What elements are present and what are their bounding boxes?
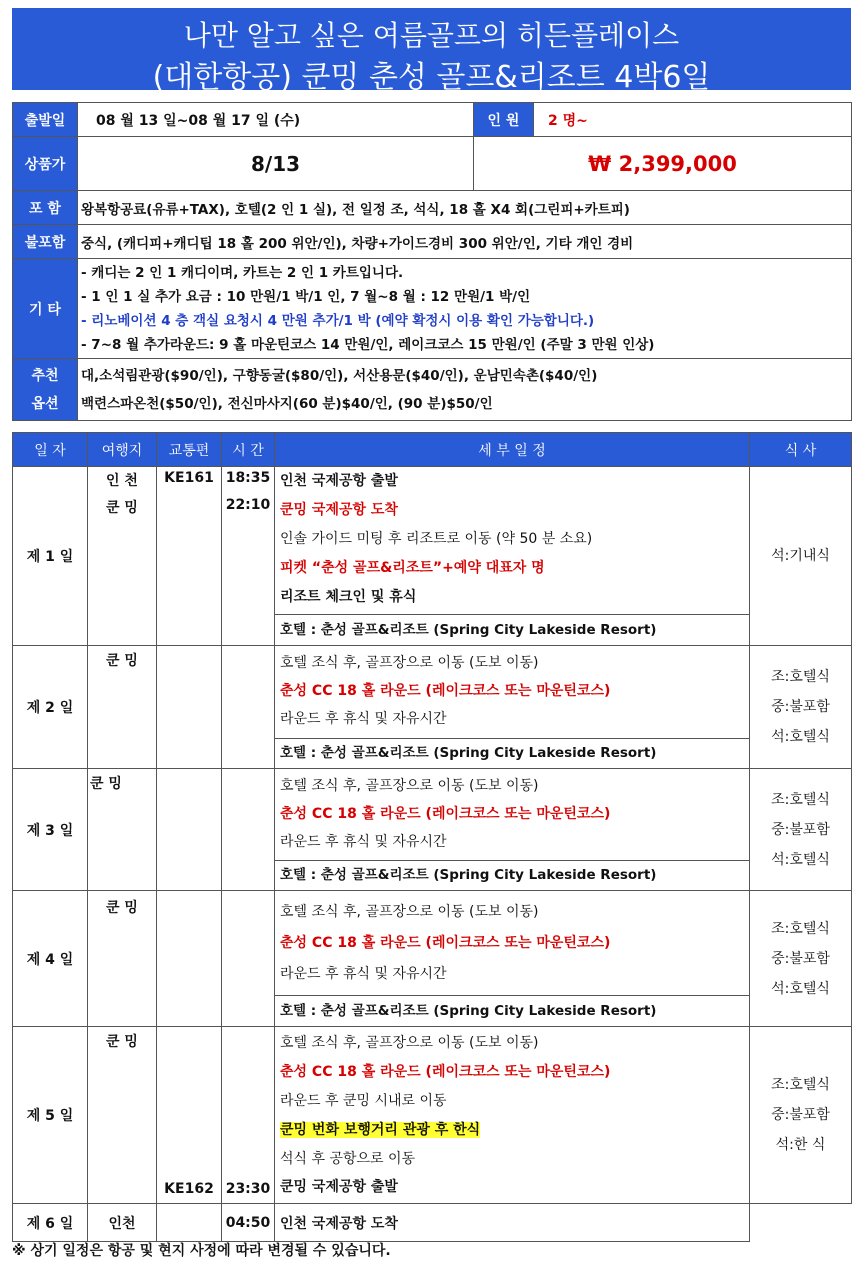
day-row [13,769,852,891]
etc-line: - 1 인 1 실 추가 요금 : 10 만원/1 박/1 인, 7 월~8 월 : 12 만원/1 박/인 [81,288,531,305]
time: 18:35 [225,470,271,486]
day-row [13,646,852,769]
etc-line: - 캐디는 2 인 1 캐디이며, 카트는 2 인 1 카트입니다. [81,264,404,281]
time: 04:50 [222,1204,275,1242]
detail-line: 라운드 후 휴식 및 자유시간 [280,711,447,727]
include-value: 왕복항공료(유류+TAX), 호텔(2 인 1 실), 전 일정 조, 석식, 18 홀 X4 회(그린피+카트피) [78,191,852,225]
people-value: 2 명~ [534,103,852,137]
departure-label: 출발일 [13,103,78,137]
header-day: 일 자 [13,433,88,467]
header-place: 여행지 [88,433,157,467]
detail-line: 호텔 조식 후, 골프장으로 이동 (도보 이동) [280,655,539,671]
place: 쿤 밍 [106,653,138,669]
detail-line: 호텔 조식 후, 골프장으로 이동 (도보 이동) [280,904,539,920]
meal-cell: 조:호텔식 중:불포함 석:한 식 [750,1027,852,1204]
detail-line: 춘성 CC 18 홀 라운드 (레이크코스 또는 마운틴코스) [280,806,611,822]
info-table [12,102,852,421]
place: 인천 [88,1204,157,1242]
etc-label: 기 타 [13,259,78,359]
detail-line: 호텔 조식 후, 골프장으로 이동 (도보 이동) [280,778,539,794]
detail-cell [275,891,750,1027]
detail-cell [275,646,750,769]
place: 인 천 [106,473,138,489]
day-label: 제 1 일 [13,467,88,646]
price-label: 상품가 [13,137,78,191]
meal-cell: 조:호텔식 중:불포함 석:호텔식 [750,769,852,891]
day-row [13,467,852,646]
day-row [13,891,852,1027]
header-transport: 교통편 [157,433,222,467]
detail-cell [275,1027,750,1204]
hotel-line: 호텔 : 춘성 골프&리조트 (Spring City Lakeside Resort) [275,995,749,1026]
header-detail: 세 부 일 정 [275,433,750,467]
detail-line: 인솔 가이드 미팅 후 리조트로 이동 (약 50 분 소요) [280,531,593,547]
day-label: 제 4 일 [13,891,88,1027]
title-line1: 나만 알고 싶은 여름골프의 히든플레이스 [183,19,680,52]
detail-line: 춘성 CC 18 홀 라운드 (레이크코스 또는 마운틴코스) [280,1064,611,1080]
highlight-line: 쿤밍 번화 보행거리 관광 후 한식 [280,1122,481,1138]
detail-line: 석식 후 공항으로 이동 [280,1151,416,1167]
detail-line: 라운드 후 휴식 및 자유시간 [280,834,447,850]
time: 23:30 [222,1027,275,1204]
place: 쿤 밍 [90,776,122,792]
option-line: 대,소석림관광($90/인), 구향동굴($80/인), 서산용문($40/인), 운남민속촌($40/인) [81,367,598,384]
detail-line: 춘성 CC 18 홀 라운드 (레이크코스 또는 마운틴코스) [280,935,611,951]
detail-line: 쿤밍 국제공항 출발 [280,1179,398,1195]
option-line: 백련스파온천($50/인), 전신마사지(60 분)$40/인, (90 분)$50/인 [81,395,493,412]
time: 22:10 [225,497,271,513]
people-label: 인 원 [474,103,534,137]
day-label: 제 3 일 [13,769,88,891]
detail-cell [275,769,750,891]
place: 쿤 밍 [106,1034,138,1050]
price-value: ₩ 2,399,000 [474,137,852,191]
detail-line: 리조트 체크인 및 휴식 [280,589,417,605]
price-date: 8/13 [78,137,474,191]
detail-line: 쿤밍 국제공항 도착 [280,502,398,518]
title-banner [12,8,851,95]
include-label: 포 함 [13,191,78,225]
hotel-line: 호텔 : 춘성 골프&리조트 (Spring City Lakeside Resort) [275,860,749,890]
detail-cell [275,467,750,646]
day-row [13,1027,852,1204]
option-list [78,359,852,421]
exclude-label: 불포함 [13,225,78,259]
exclude-value: 중식, (캐디피+캐디팁 18 홀 200 위안/인), 차량+가이드경비 300 위안/인, 기타 개인 경비 [78,225,852,259]
header-time: 시 간 [222,433,275,467]
day-label: 제 5 일 [13,1027,88,1204]
detail-line: 호텔 조식 후, 골프장으로 이동 (도보 이동) [280,1035,539,1051]
day-row [13,1204,852,1242]
hotel-line: 호텔 : 춘성 골프&리조트 (Spring City Lakeside Resort) [275,738,749,768]
detail-line: 라운드 후 휴식 및 자유시간 [280,966,447,982]
meal-cell: 조:호텔식 중:불포함 석:호텔식 [750,646,852,769]
day-label: 제 2 일 [13,646,88,769]
detail-line: 피켓 “춘성 골프&리조트”+예약 대표자 명 [280,560,545,576]
option-label: 추천 옵션 [13,359,78,421]
meal-cell: 석:기내식 [750,467,852,646]
day-label: 제 6 일 [13,1204,88,1242]
meal-cell: 조:호텔식 중:불포함 석:호텔식 [750,891,852,1027]
detail-line: 인천 국제공항 도착 [275,1204,750,1242]
detail-line: 인천 국제공항 출발 [280,473,398,489]
detail-line: 라운드 후 쿤밍 시내로 이동 [280,1093,447,1109]
schedule-table [12,432,852,1242]
hotel-line: 호텔 : 춘성 골프&리조트 (Spring City Lakeside Resort) [275,614,749,645]
detail-line: 춘성 CC 18 홀 라운드 (레이크코스 또는 마운틴코스) [280,683,611,699]
etc-line: - 7~8 월 추가라운드: 9 홀 마운틴코스 14 만원/인, 레이크코스 15 만원/인 (주말 3 만원 인상) [81,336,655,353]
flight-number: KE162 [157,1027,222,1204]
title-line2: (대한항공) 쿤밍 춘성 골프&리조트 4박6일 [152,60,711,95]
etc-notes [78,259,852,359]
flight-number: KE161 [164,470,214,486]
place: 쿤 밍 [106,500,138,516]
etc-line: - 리노베이션 4 층 객실 요청시 4 만원 추가/1 박 (예약 확정시 이용 확인 가능합니다.) [81,312,595,329]
header-meal: 식 사 [750,433,852,467]
footer-note: ※ 상기 일정은 항공 및 현지 사정에 따라 변경될 수 있습니다. [12,1243,391,1259]
place: 쿤 밍 [106,900,138,916]
departure-value: 08 월 13 일~08 월 17 일 (수) [78,103,474,137]
